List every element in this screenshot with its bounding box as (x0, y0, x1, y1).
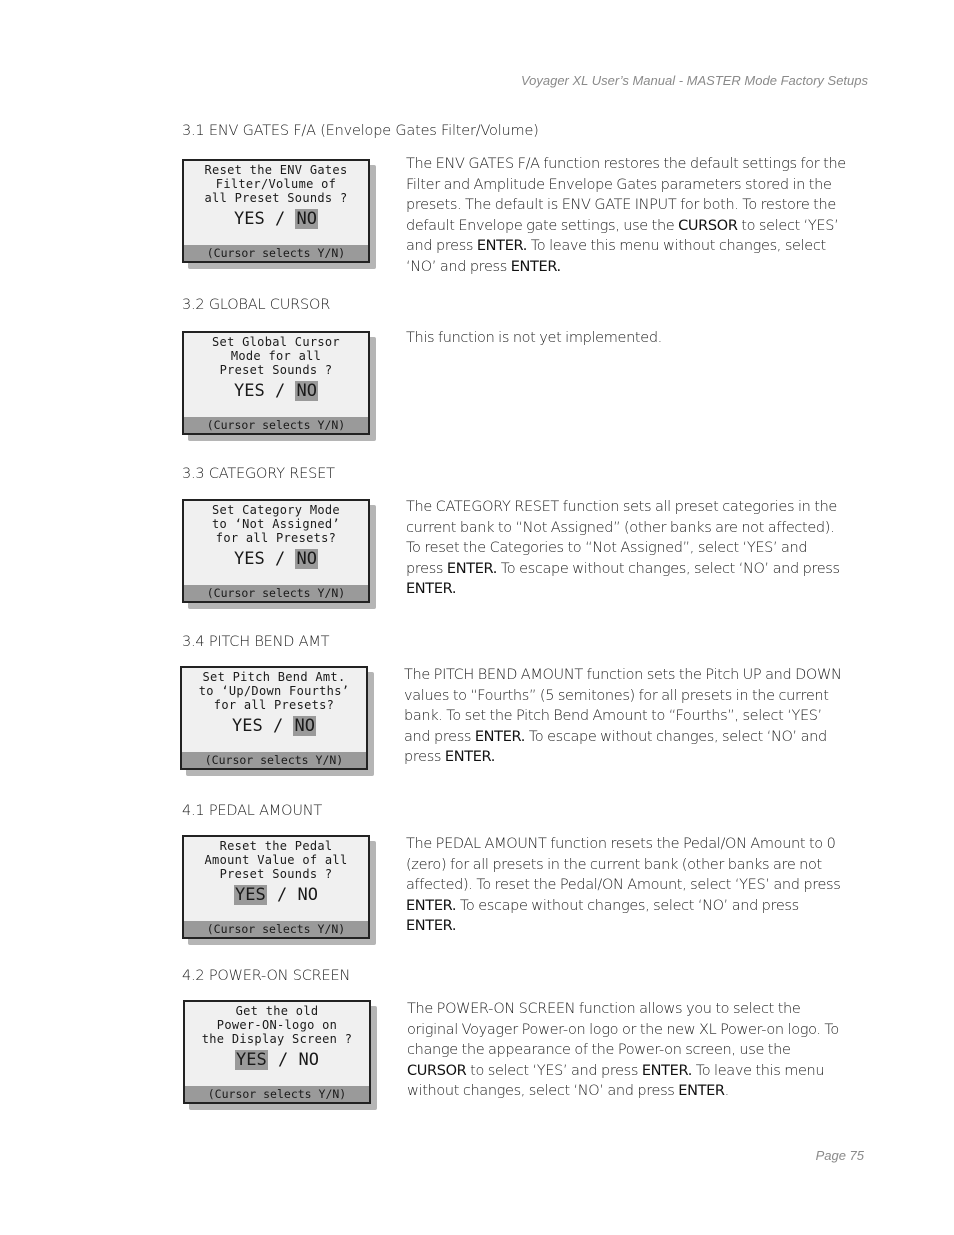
description-keyword: ENTER. (406, 918, 457, 934)
description-text: This function is not yet implemented. (406, 330, 662, 346)
lcd-no-option: NO (297, 885, 318, 905)
lcd-no-option: NO (296, 381, 317, 401)
lcd-screen-figure (182, 835, 378, 947)
section-title: 4.1 PEDAL AMOUNT (182, 803, 323, 819)
lcd-yes-option: YES (235, 885, 266, 905)
lcd-line-2: to ‘Not Assigned’ (212, 517, 340, 531)
section-title: 3.1 ENV GATES F/A (Envelope Gates Filter/Volume) (182, 123, 539, 139)
lcd-slash: / (274, 381, 286, 401)
lcd-line-3: for all Presets? (213, 698, 335, 712)
description-text: The PEDAL AMOUNT function resets the Pedal/ON Amount to 0 (zero) for all presets in the current bank (other banks are not affected). To reset the Pedal/ON Amount, select ‘YES’ and press (406, 836, 841, 893)
description-text: To leave this menu without changes, select ‘NO’ and press (406, 238, 826, 275)
description-keyword: ENTER. (446, 560, 497, 577)
lcd-yes-no (182, 716, 366, 736)
description-keyword: ENTER. (406, 897, 457, 914)
lcd-status-bar: (Cursor selects Y/N) (184, 417, 368, 433)
description-text: The CATEGORY RESET function sets all preset categories in the current bank to “Not Assigned” (other banks are not affected). To reset the Categories to “Not Assigned”, select ‘YES’ and press (406, 499, 837, 577)
description-keyword: ENTER. (444, 749, 495, 765)
description-keyword: ENTER. (510, 258, 561, 275)
lcd-line-1: Set Pitch Bend Amt. (202, 670, 346, 684)
description-keyword: ENTER. (641, 1062, 692, 1079)
lcd-slash: / (272, 716, 284, 736)
lcd-status-bar: (Cursor selects Y/N) (182, 752, 366, 768)
lcd-line-1: Get the old (235, 1004, 319, 1018)
lcd-line-3: for all Presets? (215, 531, 337, 545)
section-title: 4.2 POWER-ON SCREEN (182, 968, 351, 984)
lcd-line-3: all Preset Sounds ? (204, 191, 348, 205)
lcd-status-bar: (Cursor selects Y/N) (185, 1086, 369, 1102)
description-text: To escape without changes, select ‘NO’ and press (456, 897, 799, 914)
description-keyword: CURSOR (678, 217, 738, 234)
lcd-no-option: NO (294, 716, 315, 736)
lcd-yes-option: YES (236, 1050, 267, 1070)
lcd-screen-figure (180, 666, 376, 778)
section-description (407, 999, 847, 1102)
description-text: To leave this menu without changes, select ‘NO’ and press (407, 1062, 825, 1099)
lcd-screen-figure (182, 331, 378, 443)
lcd-line-3: the Display Screen ? (201, 1032, 353, 1046)
section-title: 3.2 GLOBAL CURSOR (182, 297, 331, 313)
lcd-yes-no (184, 885, 368, 905)
lcd-slash: / (276, 885, 288, 905)
description-text: to select ‘YES’ and press (466, 1062, 642, 1079)
lcd-yes-option: YES (234, 549, 265, 569)
section-description (406, 497, 846, 600)
lcd-display (180, 666, 368, 770)
section-title: 3.4 PITCH BEND AMT (182, 634, 330, 650)
lcd-line-3: Preset Sounds ? (219, 867, 333, 881)
lcd-no-option: NO (296, 209, 317, 229)
lcd-screen-figure (183, 1000, 379, 1112)
lcd-status-bar: (Cursor selects Y/N) (184, 245, 368, 261)
description-text: To escape without changes, select ‘NO’ and press (404, 728, 827, 765)
lcd-line-2: Power-ON-logo on (216, 1018, 338, 1032)
description-text: The POWER-ON SCREEN function allows you to select the original Voyager Power-on logo or the new XL Power-on logo. To change the appearance of the Power-on screen, use the (407, 1001, 839, 1058)
lcd-yes-option: YES (234, 381, 265, 401)
lcd-yes-no (185, 1050, 369, 1070)
description-text: The ENV GATES F/A function restores the default settings for the Filter and Amplitude Envelope Gates parameters stored in the presets. The default is ENV GATE INPUT for both. To restore the default Envelope gate settings, use the (406, 156, 846, 234)
description-keyword: ENTER. (474, 728, 525, 745)
page-number: Page 75 (815, 1148, 864, 1163)
lcd-display (182, 159, 370, 263)
lcd-slash: / (274, 209, 286, 229)
lcd-display (182, 499, 370, 603)
lcd-display (182, 835, 370, 939)
section-description (406, 834, 846, 937)
lcd-yes-option: YES (232, 716, 263, 736)
lcd-line-2: to ‘Up/Down Fourths’ (198, 684, 350, 698)
lcd-line-1: Set Category Mode (212, 503, 340, 517)
lcd-screen-figure (182, 499, 378, 611)
section-description (406, 154, 846, 277)
section-description (404, 665, 844, 768)
lcd-line-1: Set Global Cursor (212, 335, 340, 349)
lcd-status-bar: (Cursor selects Y/N) (184, 585, 368, 601)
lcd-line-1: Reset the Pedal (219, 839, 333, 853)
lcd-no-option: NO (296, 549, 317, 569)
description-text: . (724, 1083, 729, 1099)
description-keyword: CURSOR (407, 1062, 467, 1079)
lcd-line-2: Amount Value of all (204, 853, 348, 867)
lcd-display (183, 1000, 371, 1104)
description-keyword: ENTER (678, 1083, 725, 1099)
description-text: The PITCH BEND AMOUNT function sets the Pitch UP and DOWN values to “Fourths” (5 semitones) for all presets in the current bank. To set the Pitch Bend Amount to “Fourths”, select ‘YES’ and press (404, 667, 842, 745)
section-description (406, 328, 846, 349)
description-text: to select ‘YES’ and press (406, 217, 839, 254)
lcd-status-bar: (Cursor selects Y/N) (184, 921, 368, 937)
lcd-line-2: Filter/Volume of (215, 177, 337, 191)
description-keyword: ENTER. (406, 581, 457, 597)
section-title: 3.3 CATEGORY RESET (182, 466, 335, 482)
description-text: To escape without changes, select ‘NO’ and press (497, 560, 840, 577)
lcd-slash: / (274, 549, 286, 569)
lcd-line-3: Preset Sounds ? (219, 363, 333, 377)
lcd-line-1: Reset the ENV Gates (204, 163, 348, 177)
lcd-slash: / (277, 1050, 289, 1070)
lcd-line-2: Mode for all (230, 349, 322, 363)
lcd-yes-no (184, 209, 368, 229)
lcd-yes-no (184, 549, 368, 569)
lcd-screen-figure (182, 159, 378, 271)
running-header: Voyager XL User’s Manual - MASTER Mode Factory Setups (520, 73, 868, 88)
lcd-yes-option: YES (234, 209, 265, 229)
lcd-yes-no (184, 381, 368, 401)
lcd-no-option: NO (298, 1050, 319, 1070)
lcd-display (182, 331, 370, 435)
description-keyword: ENTER. (476, 238, 527, 254)
